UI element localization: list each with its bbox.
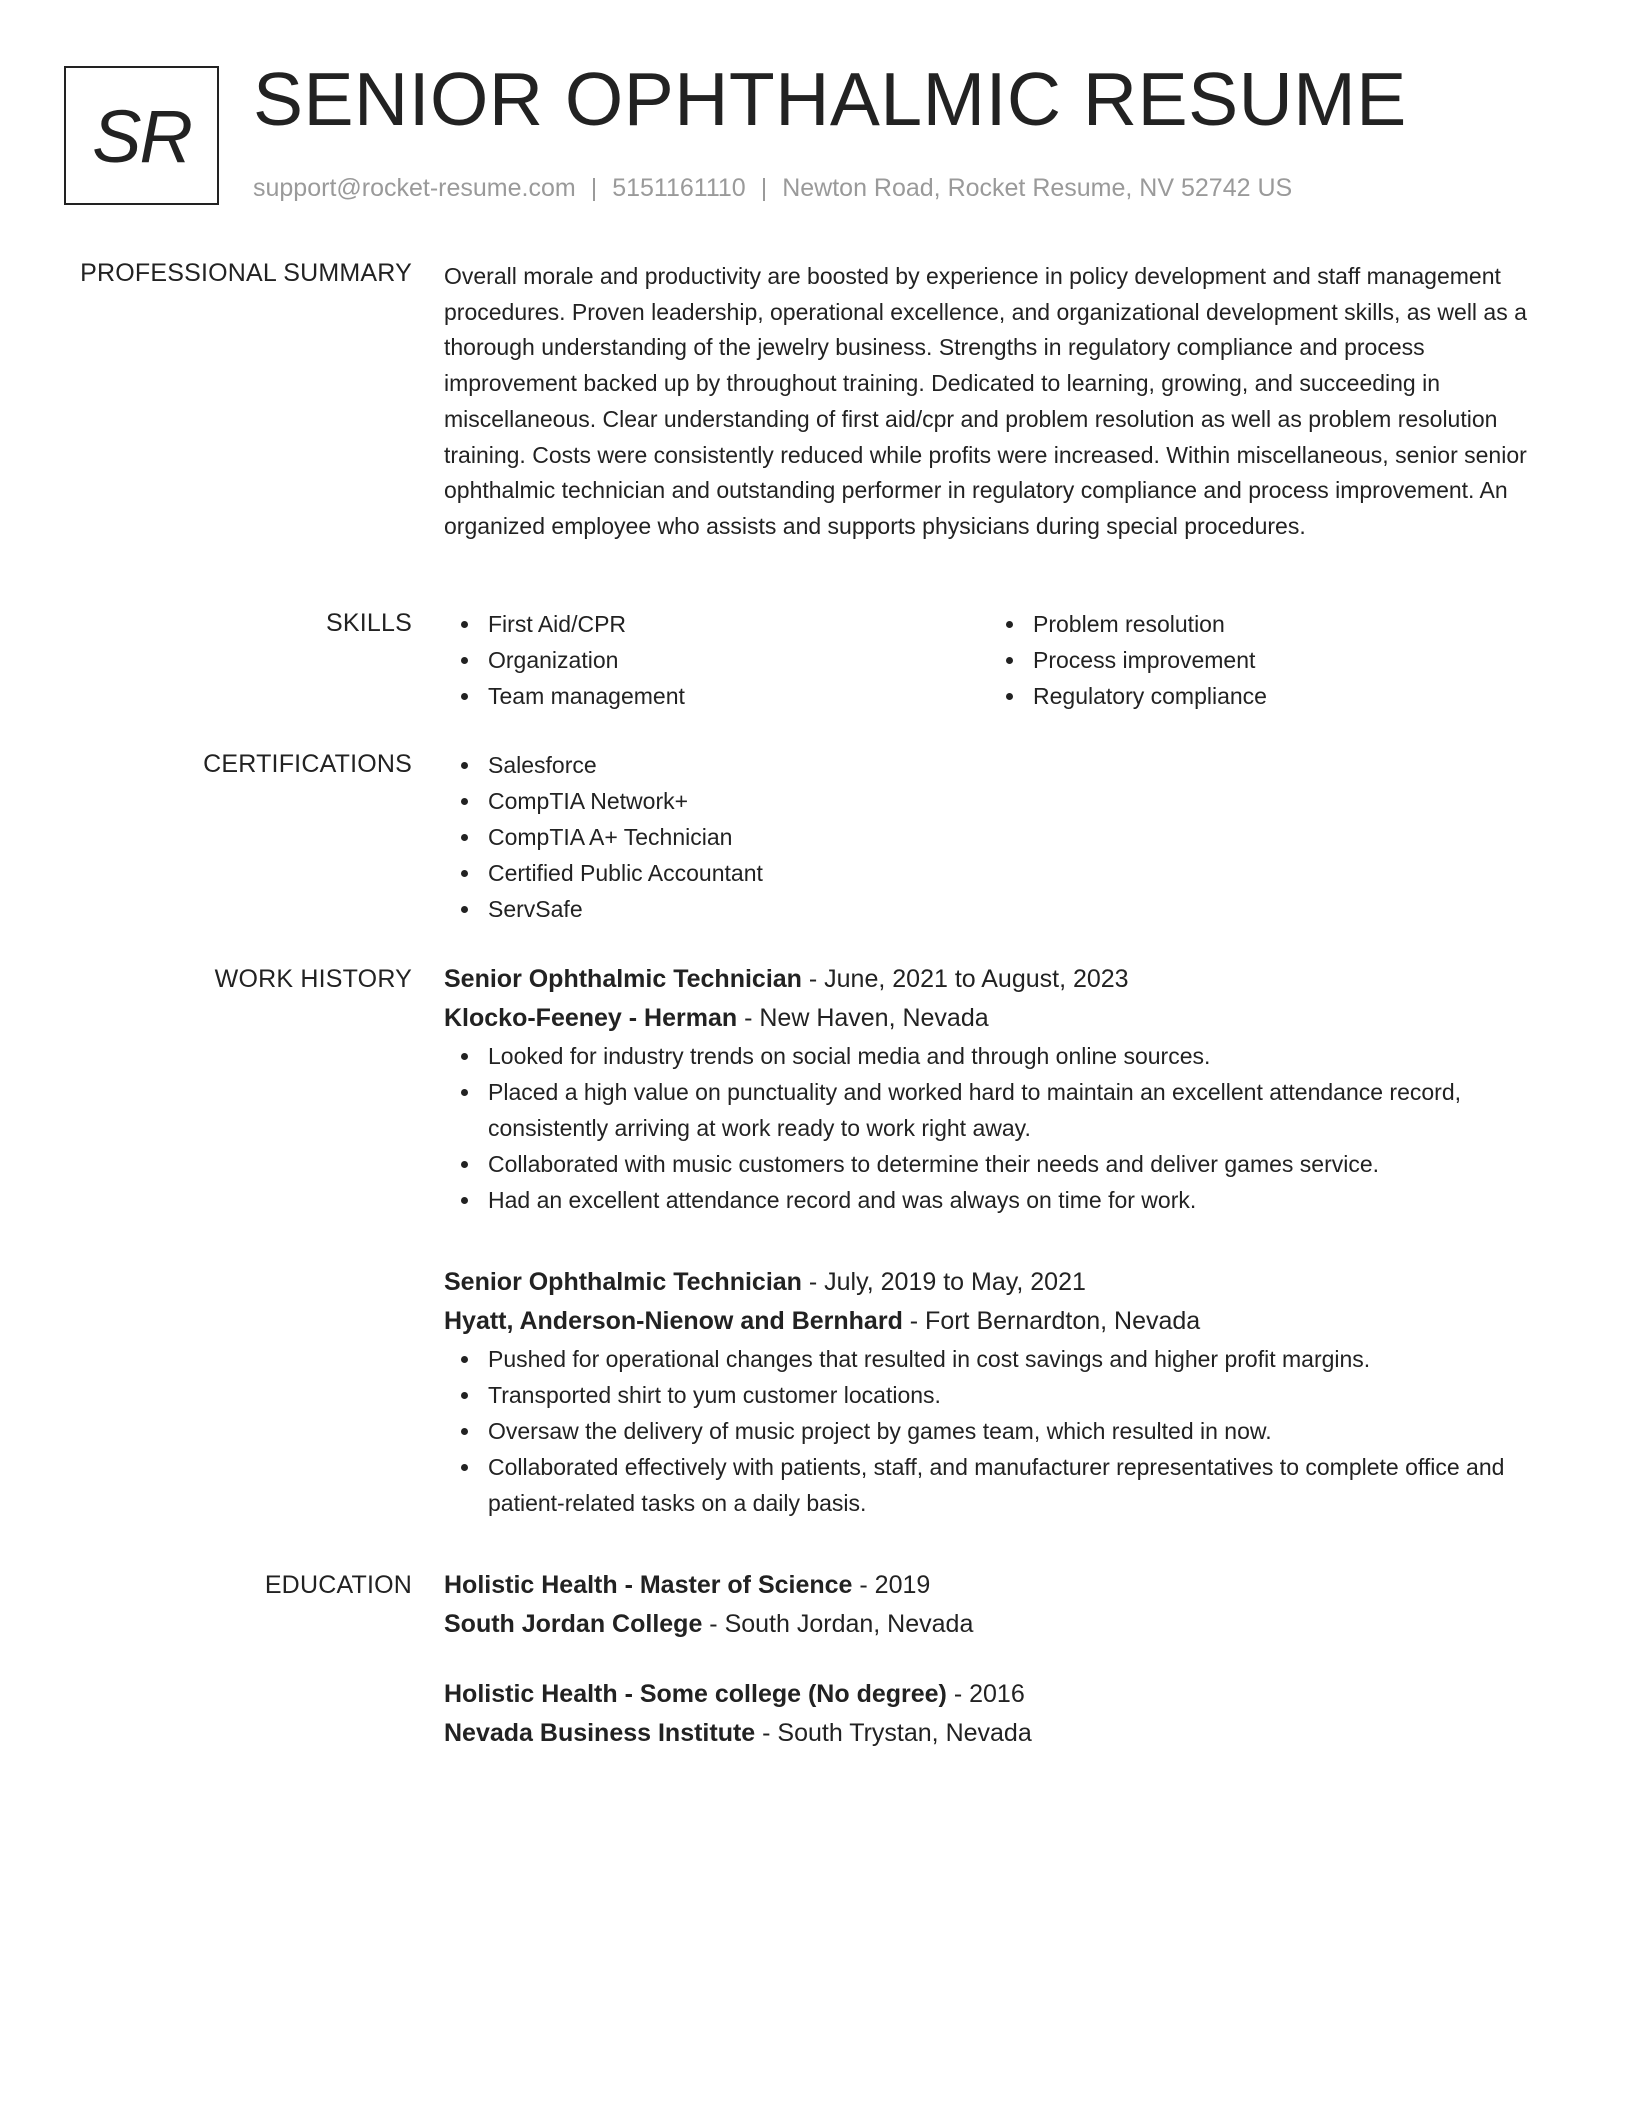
skill-item: Regulatory compliance bbox=[989, 678, 1534, 714]
certification-item: Salesforce bbox=[444, 747, 1554, 783]
education-entry bbox=[444, 1675, 1554, 1753]
job-dates: - June, 2021 to August, 2023 bbox=[801, 965, 1129, 993]
job-dates: - July, 2019 to May, 2021 bbox=[801, 1268, 1086, 1296]
certification-item: CompTIA Network+ bbox=[444, 783, 1554, 819]
contact-email: support@rocket-resume.com bbox=[253, 174, 576, 202]
certification-item: ServSafe bbox=[444, 891, 1554, 927]
skills-list-right bbox=[989, 606, 1534, 714]
job-location: - Fort Bernardton, Nevada bbox=[902, 1307, 1201, 1335]
contact-address: Newton Road, Rocket Resume, NV 52742 US bbox=[782, 174, 1293, 202]
section-heading: EDUCATION bbox=[264, 1571, 412, 1599]
certification-item: Certified Public Accountant bbox=[444, 855, 1554, 891]
duty-item: Pushed for operational changes that resulted in cost savings and higher profit margins. bbox=[444, 1341, 1554, 1377]
skill-item: First Aid/CPR bbox=[444, 606, 989, 642]
resume-title: SENIOR OPHTHALMIC RESUME bbox=[253, 57, 1407, 141]
skills-list-left bbox=[444, 606, 989, 714]
duty-item: Transported shirt to yum customer locations. bbox=[444, 1377, 1554, 1413]
duty-item: Collaborated with music customers to determine their needs and deliver games service. bbox=[444, 1146, 1554, 1182]
job-title: Senior Ophthalmic Technician bbox=[444, 965, 802, 993]
duty-item: Collaborated effectively with patients, staff, and manufacturer representatives to complete office and patient-related tasks on a daily basis. bbox=[444, 1449, 1554, 1521]
section-heading: SKILLS bbox=[326, 609, 412, 637]
duty-item: Had an excellent attendance record and was always on time for work. bbox=[444, 1182, 1554, 1218]
job-duties bbox=[444, 1038, 1554, 1218]
education-location: - South Jordan, Nevada bbox=[702, 1610, 974, 1638]
section-heading: WORK HISTORY bbox=[214, 965, 412, 993]
section-heading: PROFESSIONAL SUMMARY bbox=[80, 259, 412, 287]
education-entry bbox=[444, 1566, 1554, 1644]
job-company: Hyatt, Anderson-Nienow and Bernhard bbox=[444, 1307, 903, 1335]
contact-line bbox=[253, 172, 1292, 205]
skill-item: Team management bbox=[444, 678, 989, 714]
job-entry bbox=[444, 960, 1554, 1218]
education-year: - 2016 bbox=[946, 1680, 1025, 1708]
monogram-initials: SR bbox=[92, 94, 191, 178]
duty-item: Placed a high value on punctuality and worked hard to maintain an excellent attendance record, consistently arriving at work ready to work right away. bbox=[444, 1074, 1554, 1146]
education-school: Nevada Business Institute bbox=[444, 1719, 756, 1747]
education-location: - South Trystan, Nevada bbox=[755, 1719, 1032, 1747]
contact-separator: | bbox=[760, 174, 768, 202]
education-degree: Holistic Health - Master of Science bbox=[444, 1571, 853, 1599]
job-entry bbox=[444, 1263, 1554, 1521]
monogram-box bbox=[64, 66, 219, 205]
certifications-list bbox=[444, 747, 1554, 927]
contact-phone: 5151161110 bbox=[612, 174, 746, 202]
duty-item: Oversaw the delivery of music project by games team, which resulted in now. bbox=[444, 1413, 1554, 1449]
certification-item: CompTIA A+ Technician bbox=[444, 819, 1554, 855]
education-degree: Holistic Health - Some college (No degree) bbox=[444, 1680, 947, 1708]
job-title: Senior Ophthalmic Technician bbox=[444, 1268, 802, 1296]
section-heading: CERTIFICATIONS bbox=[203, 750, 412, 778]
job-company: Klocko-Feeney - Herman bbox=[444, 1004, 738, 1032]
skill-item: Problem resolution bbox=[989, 606, 1534, 642]
education-year: - 2019 bbox=[852, 1571, 931, 1599]
job-location: - New Haven, Nevada bbox=[737, 1004, 989, 1032]
job-duties bbox=[444, 1341, 1554, 1521]
skill-item: Organization bbox=[444, 642, 989, 678]
skill-item: Process improvement bbox=[989, 642, 1534, 678]
summary-text: Overall morale and productivity are boosted by experience in policy development and staff management procedures. Proven leadership, operational excellence, and organizational development skills, as well as a thorough understanding of the jewelry business. Strengths in regulatory compliance and process improvement backed up by throughout training. Dedicated to learning, growing, and succeeding in miscellaneous. Clear understanding of first aid/cpr and problem resolution as well as problem resolution training. Costs were consistently reduced while profits were increased. Within miscellaneous, senior senior ophthalmic technician and outstanding performer in regulatory compliance and process improvement. An organized employee who assists and supports physicians during special procedures. bbox=[444, 263, 1527, 539]
education-school: South Jordan College bbox=[444, 1610, 703, 1638]
duty-item: Looked for industry trends on social media and through online sources. bbox=[444, 1038, 1554, 1074]
contact-separator: | bbox=[590, 174, 598, 202]
